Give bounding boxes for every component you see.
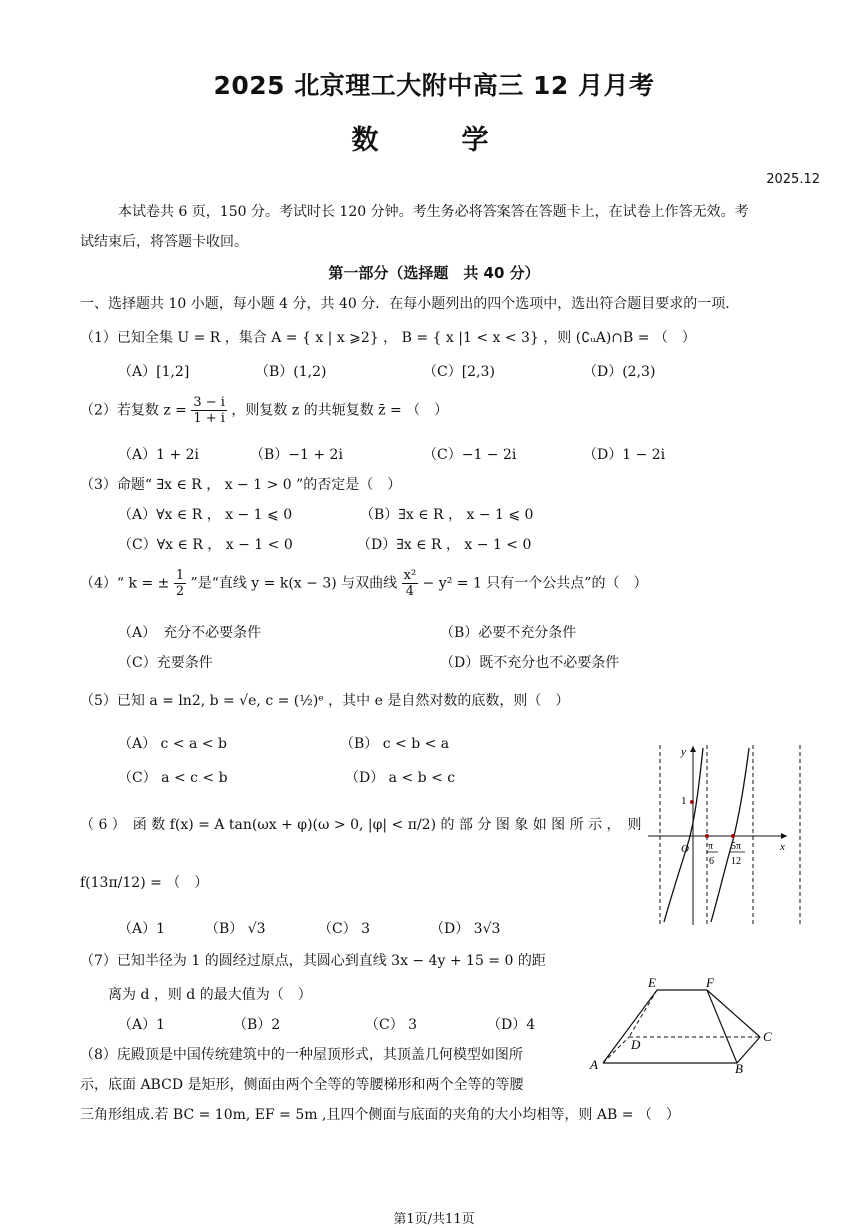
q4-fraction2-denominator: 4 [405, 584, 415, 599]
label-pi6-num: π [708, 841, 714, 852]
q2-option-b: （B）−1 + 2i [250, 447, 343, 463]
label-B: B [735, 1061, 743, 1075]
label-A: A [590, 1057, 598, 1072]
q1-option-b: （B）(1,2) [255, 364, 327, 380]
q3-option-a: （A）∀x ∈ R ， x − 1 ⩽ 0 [118, 507, 293, 523]
label-D: D [631, 1037, 641, 1052]
label-y: y [681, 746, 686, 758]
tangent-graph [645, 740, 805, 930]
tangent-curve [711, 748, 749, 922]
q6-option-d: （D） 3√3 [430, 921, 501, 937]
q3-stem: （3）命题“ ∃x ∈ R ， x − 1 > 0 ”的否定是（ ） [80, 477, 402, 493]
label-5pi12-num: 5π [731, 841, 742, 852]
q1-option-d: （D）(2,3) [583, 364, 656, 380]
q2-option-d: （D）1 − 2i [583, 447, 666, 463]
q2-fraction-numerator: 3 − i [193, 395, 225, 410]
q3-option-d: （D）∃x ∈ R ， x − 1 < 0 [357, 537, 532, 553]
q4-fraction-denominator: 2 [175, 584, 185, 599]
q6-option-c: （C） 3 [318, 921, 371, 937]
q6-stem-2: f(13π/12) = （ ） [80, 875, 209, 891]
q2-option-c: （C）−1 − 2i [423, 447, 517, 463]
q2-stem-pre: （2）若复数 z = [80, 402, 187, 419]
instructions-line-2: 试结束后，将答题卡收回。 [80, 234, 248, 250]
q7-stem: （7）已知半径为 1 的圆经过原点，其圆心到直线 3x − 4y + 15 = 0 的距 [80, 953, 546, 969]
q4-fraction-hyperbola [402, 568, 419, 599]
q6-option-b: （B） √3 [205, 921, 266, 937]
q4-option-c: （C）充要条件 [118, 655, 213, 671]
exam-title: 2025 北京理工大附中高三 12 月月考 [213, 71, 655, 100]
q7-option-a: （A）1 [118, 1017, 166, 1033]
solid-edge [707, 990, 760, 1037]
exam-date: 2025.12 [766, 172, 820, 187]
hidden-edge [603, 1037, 629, 1063]
q5-option-c: （C） a < c < b [118, 770, 228, 786]
q8-line-3: 三角形组成.若 BC = 10m, EF = 5m ,且四个侧面与底面的夹角的大小均相等，则 AB = （ ） [80, 1107, 680, 1123]
q2-stem-post: ，则复数 z 的共轭复数 z̄ = （ ） [231, 402, 449, 419]
q2-option-a: （A）1 + 2i [118, 447, 200, 463]
label-one: 1 [681, 795, 687, 807]
q4-fraction2-numerator: x² [403, 568, 417, 583]
hidden-edge [629, 990, 657, 1037]
q4-fraction-half [174, 568, 186, 599]
q4-option-b: （B）必要不充分条件 [440, 625, 577, 641]
q4-stem-post: − y² = 1 只有一个公共点”的（ ） [422, 575, 648, 592]
point-pi6 [705, 834, 709, 838]
solid-edge [603, 990, 657, 1063]
q6-option-a: （A）1 [118, 921, 166, 937]
q7-option-b: （B）2 [233, 1017, 281, 1033]
solid-edge [603, 1037, 760, 1063]
label-pi6-den: 6 [709, 856, 714, 867]
subject-title: 数 学 [351, 125, 517, 156]
q4-option-d: （D）既不充分也不必要条件 [440, 655, 620, 671]
q6-stem: （ 6 ） 函 数 f(x) = A tan(ωx + φ)(ω > 0, |φ| < π/2) 的 部 分 图 象 如 图 所 示 ， 则 [80, 817, 642, 833]
hip-roof-figure [585, 975, 785, 1075]
q4-option-a: （A） 充分不必要条件 [118, 625, 262, 641]
label-F: F [706, 975, 714, 990]
instructions-line-1: 本试卷共 6 页，150 分。考试时长 120 分钟。考生务必将答案答在答题卡上，在试卷上作答无效。考 [118, 204, 749, 220]
q4-stem-pre: （4）“ k = ± [80, 575, 170, 592]
q5-option-a: （A） c < a < b [118, 736, 227, 752]
label-origin: O [681, 843, 689, 855]
q1-option-c: （C）[2,3) [423, 364, 495, 380]
solid-edge [707, 990, 737, 1063]
label-x: x [780, 841, 785, 853]
q8-line-2: 示，底面 ABCD 是矩形，侧面由两个全等的等腰梯形和两个全等的等腰 [80, 1077, 524, 1093]
q1-option-a: （A）[1,2] [118, 364, 190, 380]
q7-option-c: （C） 3 [365, 1017, 418, 1033]
q4-stem-mid: ”是“直线 y = k(x − 3) 与双曲线 [190, 575, 398, 592]
q8-line-1: （8）庑殿顶是中国传统建筑中的一种屋顶形式，其顶盖几何模型如图所 [80, 1047, 523, 1063]
q2-fraction [191, 395, 227, 426]
q3-option-c: （C）∀x ∈ R ， x − 1 < 0 [118, 537, 293, 553]
label-E: E [648, 975, 656, 990]
q7-stem-2: 离为 d ，则 d 的最大值为（ ） [108, 987, 312, 1003]
q4-stem [80, 568, 647, 599]
q7-option-d: （D）4 [487, 1017, 536, 1033]
page-footer: 第1页/共11页 [393, 1212, 475, 1227]
section-intro: 一、选择题共 10 小题，每小题 4 分，共 40 分．在每小题列出的四个选项中，选出符合题目要求的一项. [80, 296, 730, 312]
label-5pi12-den: 12 [731, 856, 741, 867]
q5-option-b: （B） c < b < a [340, 736, 450, 752]
label-C: C [763, 1029, 772, 1044]
q4-fraction-numerator: 1 [175, 568, 185, 583]
q1-stem: （1）已知全集 U = R ，集合 A = { x | x ⩾2} ， B = { x |1 < x < 3} ，则 (∁ᵤA)∩B = （ ） [80, 330, 696, 346]
part-1-heading: 第一部分（选择题 共 40 分） [328, 264, 540, 282]
q5-stem: （5）已知 a = ln2, b = √e, c = (½)ᵉ ，其中 e 是自然对数的底数，则（ ） [80, 693, 570, 709]
q5-option-d: （D） a < b < c [345, 770, 456, 786]
q2-fraction-denominator: 1 + i [193, 411, 225, 426]
tangent-curve [664, 748, 703, 922]
point-y-intercept [690, 800, 694, 804]
point-5pi12 [731, 834, 735, 838]
q3-option-b: （B）∃x ∈ R ， x − 1 ⩽ 0 [360, 507, 534, 523]
q2-stem [80, 395, 448, 426]
